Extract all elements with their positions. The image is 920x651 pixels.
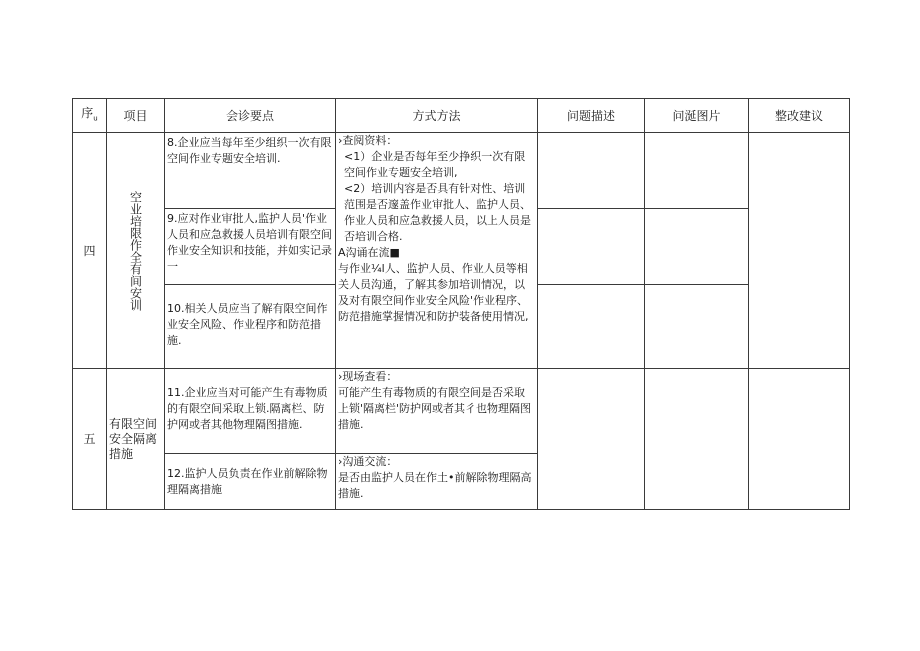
method-line: 可能产生有毒物质的有限空间是否采取上锁'隔离栏'防护网或者其彳也物理隔图措施. (338, 386, 532, 431)
section4-number: 四 (73, 133, 107, 369)
section5-method-a (336, 369, 538, 454)
method-line: 与作业¼l人、监护人员、作业人员等相关人员沟通，了解其参加培训情况，以及对有限空间作业安全风险'作业程序、防范措施掌握情况和防护装备使用情况, (338, 262, 529, 323)
method-line: <2）培训内容是否具有针对性、培训范围是否邃盖作业审批人、监护人员、作业人员和应急救援人员，以上人员是否培训合格. (344, 182, 531, 243)
advice-cell[interactable] (749, 133, 850, 369)
section5-point-11: 11.企业应当对可能产生有毒物质的有限空间采取上锁.隔离栏、防护网或者其他物理隔图措施. (165, 369, 336, 454)
header-method: 方式方法 (336, 99, 538, 133)
section5-method-b (336, 454, 538, 510)
problem-cell[interactable] (538, 133, 645, 209)
method-line: ›现场查看： (338, 370, 398, 383)
photo-cell[interactable] (645, 133, 749, 209)
problem-cell[interactable] (538, 369, 645, 510)
header-seq: 序$_u$ (73, 99, 107, 133)
method-line: ›查阅资料： (338, 134, 398, 147)
table-row (73, 133, 850, 209)
section4-topic-cell (107, 133, 165, 369)
section4-method (336, 133, 538, 369)
method-line: <1）企业是否每年至少挣织一次有限空间作业专题安全培训, (344, 150, 526, 179)
method-line: ›沟通交流： (338, 455, 398, 468)
photo-cell[interactable] (645, 369, 749, 510)
header-item: 项目 (107, 99, 165, 133)
method-line: A沟诵在流■ (338, 246, 400, 259)
problem-cell[interactable] (538, 209, 645, 285)
header-problem: 问题描述 (538, 99, 645, 133)
header-photo: 问涎图片 (645, 99, 749, 133)
section4-topic: 空业培限作全有间安训 (128, 190, 143, 311)
problem-cell[interactable] (538, 285, 645, 369)
header-advice: 整改建议 (749, 99, 850, 133)
photo-cell[interactable] (645, 285, 749, 369)
section4-point-9: 9.应对作业审批人,监护人员'作业人员和应急救援人员培训有限空间作业安全知识和技能，并如实记录一 (165, 209, 336, 285)
table-row (73, 369, 850, 454)
section5-number: 五 (73, 369, 107, 510)
section4-point-8: 8.企业应当每年至少组织一次有限空间作业专题安全培训. (165, 133, 336, 209)
header-points: 会诊要点 (165, 99, 336, 133)
section4-point-10: 10.相关人员应当了解有限空间作业安全风险、作业程序和防范措施. (165, 285, 336, 369)
section5-point-12: 12.监护人员负责在作业前解除物理隔离措施 (165, 454, 336, 510)
method-line: 是否由监护人员在作土•前解除物理隔高措施. (338, 471, 532, 500)
header-row (73, 99, 850, 133)
advice-cell[interactable] (749, 369, 850, 510)
inspection-table (72, 98, 850, 510)
photo-cell[interactable] (645, 209, 749, 285)
section5-topic: 有限空间安全隔离措施 (107, 369, 165, 510)
